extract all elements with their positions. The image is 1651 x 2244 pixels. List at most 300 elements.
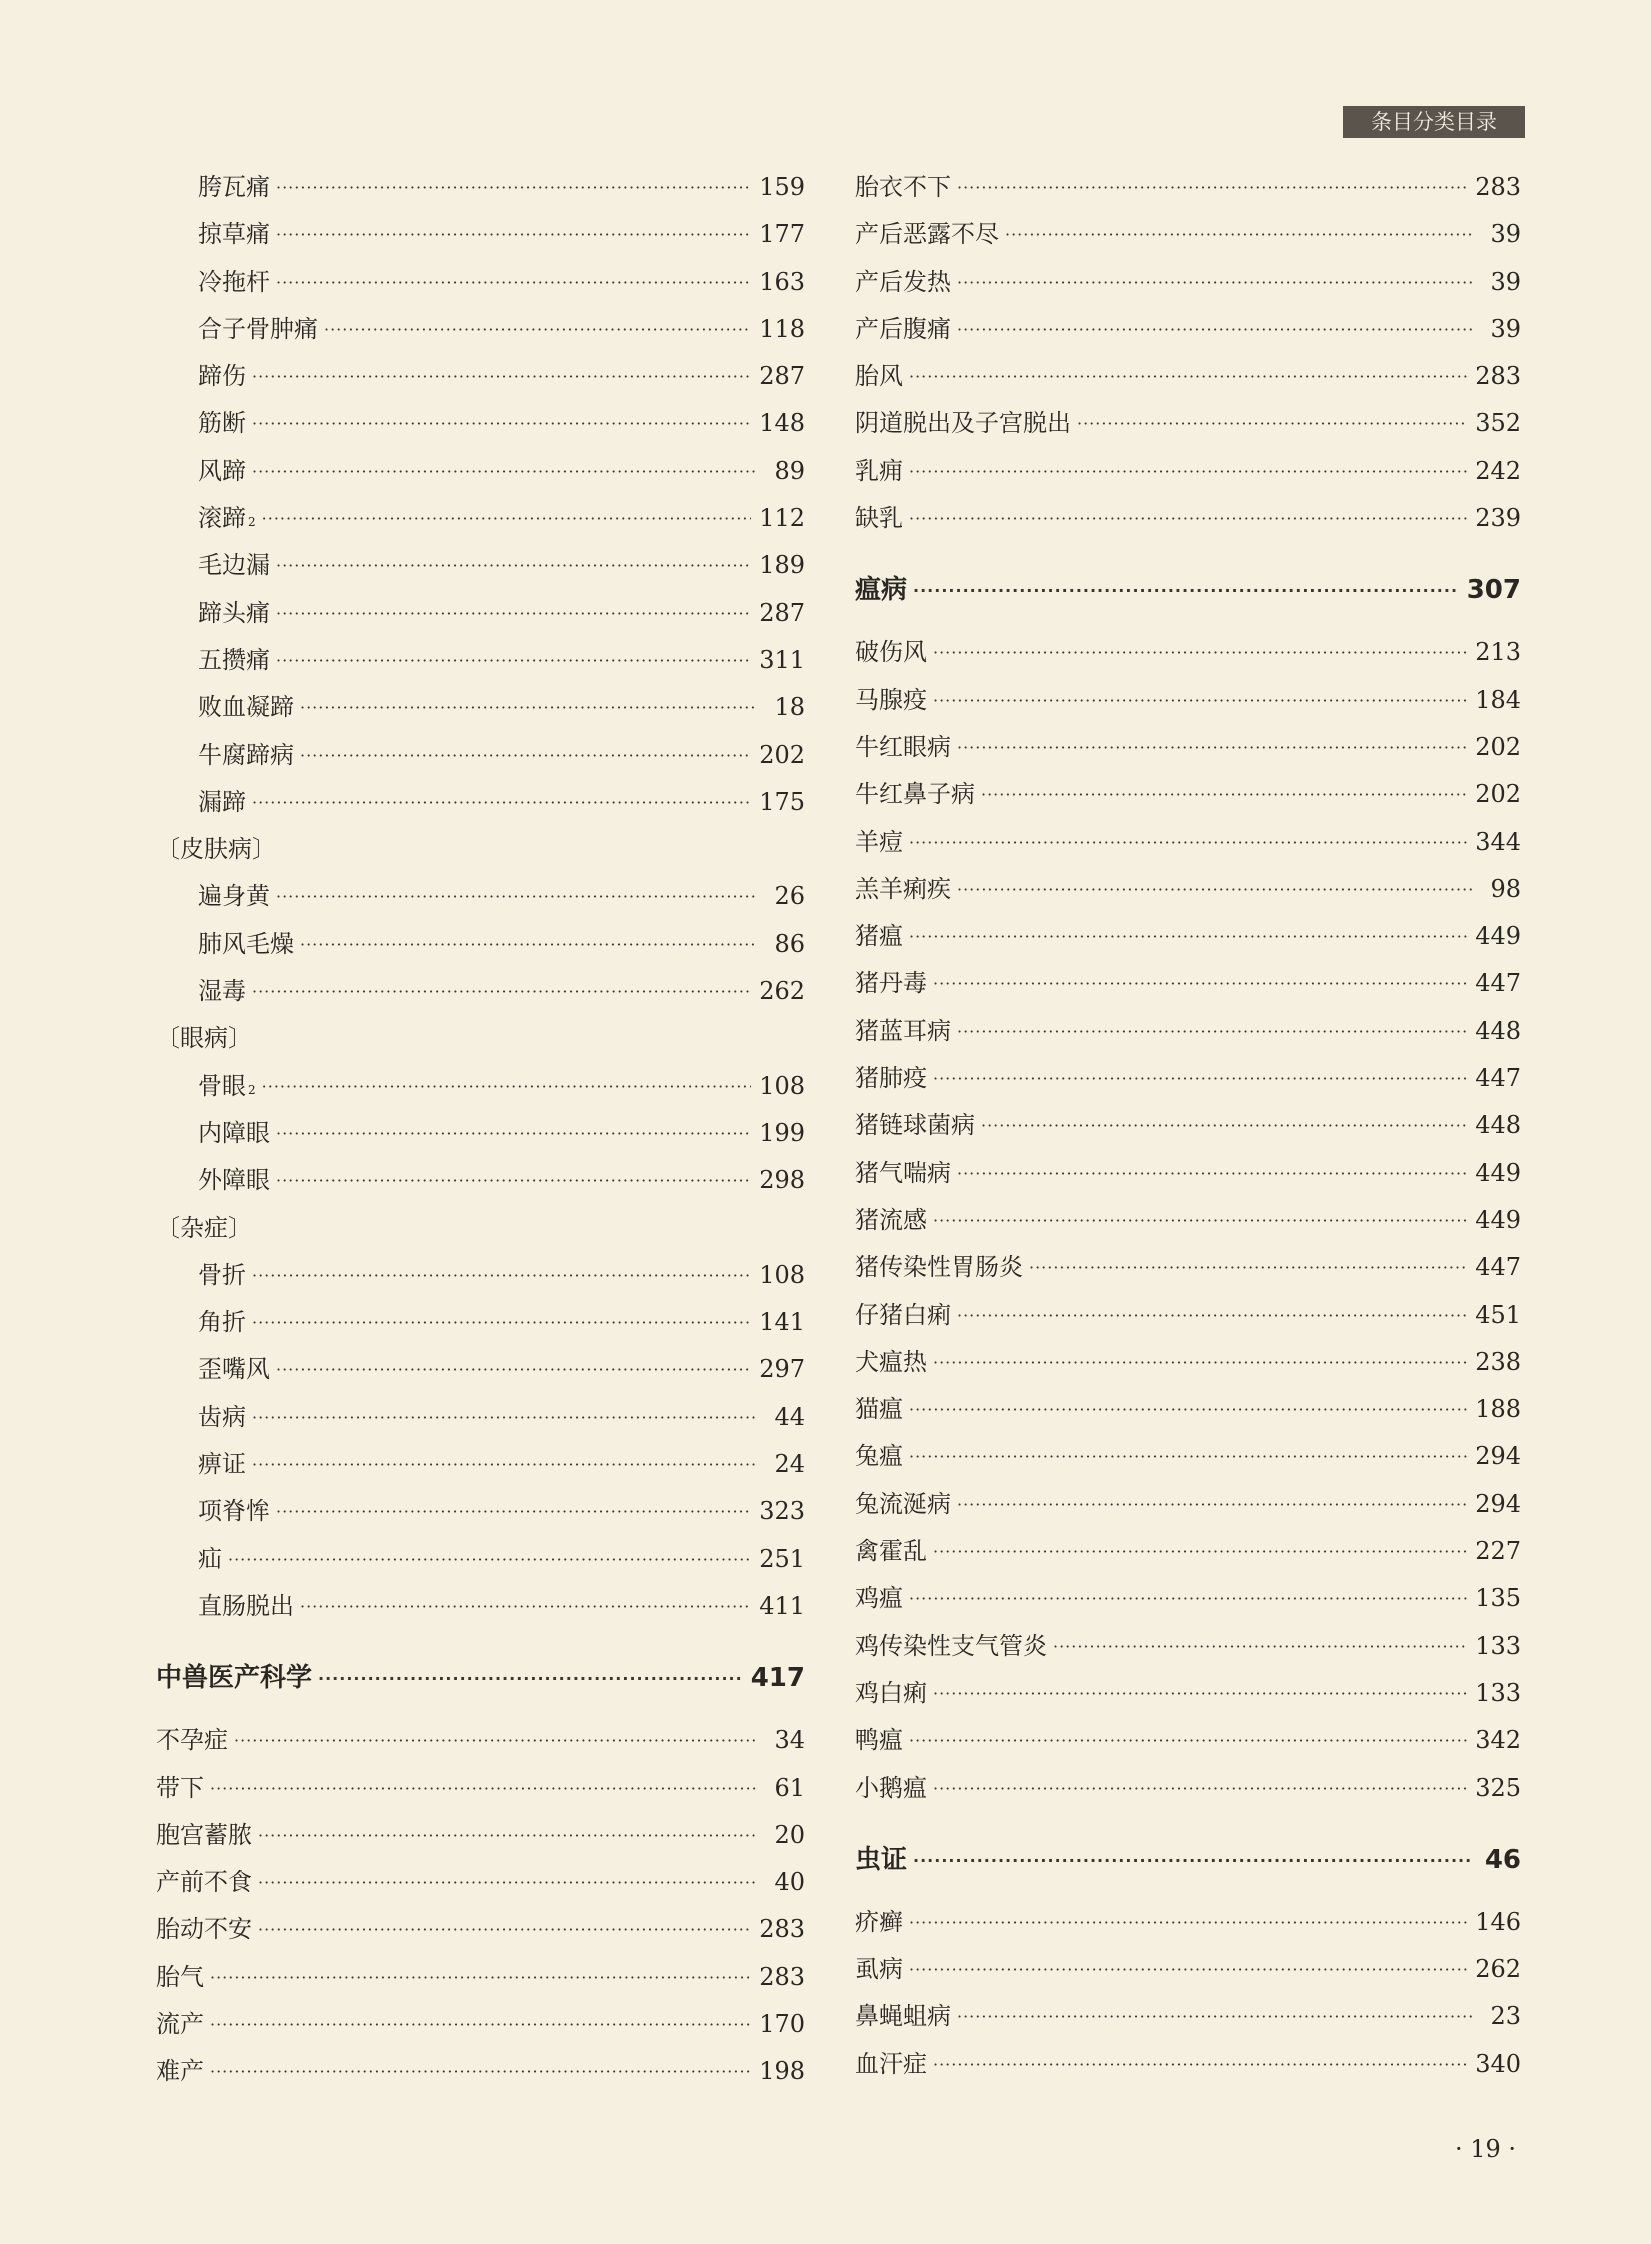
toc-page-number: 311 <box>759 645 805 674</box>
toc-entry[interactable] <box>156 306 805 353</box>
toc-page-number: 238 <box>1475 1347 1521 1376</box>
toc-entry-title: 猪丹毒 <box>855 969 927 998</box>
toc-category-label <box>156 826 805 873</box>
toc-entry-title: 毛边漏 <box>198 551 270 580</box>
dot-leader <box>276 873 757 920</box>
dot-leader <box>262 1063 752 1110</box>
toc-page-number: 227 <box>1475 1537 1521 1566</box>
toc-page-number: 202 <box>1475 780 1521 809</box>
toc-page-number: 133 <box>1475 1631 1521 1660</box>
toc-page-number: 159 <box>759 173 805 201</box>
toc-page-number: 199 <box>759 1118 805 1147</box>
toc-entry[interactable] <box>855 913 1521 960</box>
toc-page-number: 108 <box>759 1071 805 1100</box>
dot-leader <box>276 259 751 306</box>
toc-page-number: 251 <box>759 1544 805 1573</box>
toc-page-number: 118 <box>759 314 805 343</box>
toc-entry[interactable] <box>156 684 805 731</box>
dot-leader <box>933 1765 1467 1812</box>
toc-page-number: 61 <box>774 1773 805 1802</box>
toc-entry[interactable] <box>855 1575 1521 1622</box>
toc-entry[interactable] <box>156 2001 805 2048</box>
dot-leader <box>933 629 1467 676</box>
dot-leader <box>957 1292 1467 1339</box>
toc-entry[interactable] <box>156 448 805 495</box>
toc-page-number: 449 <box>1475 1205 1521 1234</box>
toc-page-number: 175 <box>759 787 805 816</box>
toc-entry-title: 阴道脱出及子宫脱出 <box>855 409 1071 438</box>
dot-leader <box>909 353 1467 400</box>
toc-entry-title: 牛红鼻子病 <box>855 780 975 809</box>
dot-leader <box>1029 1244 1467 1291</box>
toc-page-number: 135 <box>1475 1584 1521 1613</box>
dot-leader <box>252 779 751 826</box>
toc-entry-title: 中兽医产科学 <box>156 1663 313 1694</box>
toc-entry-title: 瘟病 <box>855 575 908 606</box>
toc-page-number: 239 <box>1475 504 1521 533</box>
toc-entry[interactable] <box>156 2048 805 2095</box>
toc-page-number: 451 <box>1475 1300 1521 1329</box>
toc-page-number: 46 <box>1484 1844 1521 1875</box>
toc-entry-title: 肺风毛燥 <box>198 929 294 958</box>
toc-page-number: 141 <box>759 1308 805 1337</box>
dot-leader <box>252 400 751 447</box>
dot-leader <box>933 1670 1467 1717</box>
toc-entry-title: 产后恶露不尽 <box>855 220 999 249</box>
toc-entry[interactable] <box>855 1481 1521 1528</box>
toc-page-number: 40 <box>774 1868 805 1897</box>
dot-leader <box>933 1339 1467 1386</box>
dot-leader <box>957 724 1467 771</box>
toc-entry[interactable] <box>156 211 805 258</box>
toc-page-number: 448 <box>1475 1111 1521 1140</box>
toc-entry[interactable] <box>156 164 805 211</box>
dot-leader <box>276 211 751 258</box>
toc-page-number: 34 <box>774 1726 805 1755</box>
toc-entry[interactable] <box>156 1859 805 1906</box>
toc-entry-title: 猪链球菌病 <box>855 1111 975 1140</box>
dot-leader <box>276 1157 751 1204</box>
toc-entry[interactable] <box>855 1197 1521 1244</box>
dot-leader <box>300 1583 751 1630</box>
toc-entry-title: 遍身黄 <box>198 882 270 911</box>
dot-leader <box>909 1433 1467 1480</box>
toc-entry-title: 小鹅瘟 <box>855 1773 927 1802</box>
dot-leader <box>909 913 1467 960</box>
dot-leader <box>276 590 751 637</box>
dot-leader <box>210 1954 751 2001</box>
toc-page-number: 108 <box>759 1260 805 1289</box>
toc-entry[interactable] <box>156 400 805 447</box>
toc-page-number: 39 <box>1490 220 1521 249</box>
toc-entry[interactable] <box>156 779 805 826</box>
toc-entry[interactable] <box>855 353 1521 400</box>
toc-page-number: 18 <box>774 693 805 722</box>
toc-entry[interactable] <box>855 677 1521 724</box>
toc-entry-title: 猪瘟 <box>855 922 903 951</box>
toc-entry[interactable] <box>156 1583 805 1630</box>
toc-entry-title: 项脊恈 <box>198 1497 270 1526</box>
toc-entry-title: 痹证 <box>198 1450 246 1479</box>
dot-leader <box>210 2001 751 2048</box>
toc-entry-title: 缺乳 <box>855 504 903 533</box>
toc-entry-title: 漏蹄 <box>198 787 246 816</box>
toc-entry[interactable] <box>855 211 1521 258</box>
toc-entry[interactable] <box>855 400 1521 447</box>
toc-entry[interactable] <box>156 353 805 400</box>
toc-page-number: 184 <box>1475 685 1521 714</box>
dot-leader <box>909 1717 1467 1764</box>
dot-leader <box>957 866 1473 913</box>
toc-entry-title: 猪流感 <box>855 1205 927 1234</box>
toc-entry[interactable] <box>855 1623 1521 1670</box>
toc-entry-title: 猪蓝耳病 <box>855 1016 951 1045</box>
dot-leader <box>228 1536 751 1583</box>
toc-entry[interactable] <box>855 1292 1521 1339</box>
toc-entry[interactable] <box>855 2041 1521 2088</box>
toc-entry-title: 牛红眼病 <box>855 732 951 761</box>
toc-entry[interactable] <box>156 1536 805 1583</box>
toc-page-number: 86 <box>774 929 805 958</box>
toc-entry-title: 〔眼病〕 <box>156 1024 252 1053</box>
toc-page-number: 163 <box>759 267 805 296</box>
dot-leader <box>276 1110 751 1157</box>
dot-leader <box>957 1150 1467 1197</box>
toc-entry-title: 鼻蝇蛆病 <box>855 2002 951 2031</box>
toc-entry-title: 鸡白痢 <box>855 1678 927 1707</box>
toc-entry-title: 兔瘟 <box>855 1442 903 1471</box>
toc-entry[interactable] <box>855 629 1521 676</box>
toc-page-number: 262 <box>1475 1955 1521 1984</box>
toc-section-heading[interactable] <box>156 1640 805 1717</box>
toc-page-number: 294 <box>1475 1489 1521 1518</box>
toc-entry[interactable] <box>156 1299 805 1346</box>
toc-entry-title: 虫证 <box>855 1844 908 1875</box>
toc-category-label <box>156 1015 805 1062</box>
toc-entry[interactable] <box>156 1954 805 2001</box>
dot-leader <box>933 677 1467 724</box>
toc-entry-title: 鸡传染性支气管炎 <box>855 1631 1047 1660</box>
dot-leader <box>933 1197 1467 1244</box>
toc-page-number: 170 <box>759 2009 805 2038</box>
toc-entry[interactable] <box>855 771 1521 818</box>
toc-entry-title: 疥癣 <box>855 1907 903 1936</box>
dot-leader <box>318 1640 743 1717</box>
toc-page-number: 283 <box>1475 362 1521 391</box>
toc-entry[interactable] <box>156 1394 805 1441</box>
dot-leader <box>933 1528 1467 1575</box>
dot-leader <box>957 1993 1473 2040</box>
toc-page-number: 188 <box>1475 1395 1521 1424</box>
dot-leader <box>276 637 751 684</box>
dot-leader <box>252 1299 751 1346</box>
toc-entry-title: 外障眼 <box>198 1166 270 1195</box>
dot-leader <box>300 684 757 731</box>
toc-entry-title: 不孕症 <box>156 1726 228 1755</box>
toc-page-number: 447 <box>1475 969 1521 998</box>
toc-entry-title: 猫瘟 <box>855 1395 903 1424</box>
toc-page-number: 198 <box>759 2057 805 2086</box>
dot-leader <box>909 1575 1467 1622</box>
toc-entry-title: 兔流涎病 <box>855 1489 951 1518</box>
toc-entry[interactable] <box>855 1993 1521 2040</box>
toc-entry[interactable] <box>156 1906 805 1953</box>
toc-page-number: 242 <box>1475 456 1521 485</box>
toc-page-number: 112 <box>759 504 805 533</box>
toc-entry-title: 直肠脱出 <box>198 1591 294 1620</box>
toc-left-column <box>156 164 805 2096</box>
entry-superscript: 2 <box>248 515 256 530</box>
entry-superscript: 2 <box>248 1082 256 1097</box>
toc-entry-title: 五攒痛 <box>198 645 270 674</box>
toc-entry[interactable] <box>855 1055 1521 1102</box>
toc-entry[interactable] <box>156 1812 805 1859</box>
toc-entry-title: 歪嘴风 <box>198 1355 270 1384</box>
toc-page-number: 325 <box>1475 1773 1521 1802</box>
toc-entry[interactable] <box>156 1488 805 1535</box>
toc-entry[interactable] <box>855 1528 1521 1575</box>
toc-page-number: 287 <box>759 362 805 391</box>
toc-entry-title: 胯瓦痛 <box>198 173 270 201</box>
toc-entry-title: 蹄伤 <box>198 362 246 391</box>
toc-entry-title: 流产 <box>156 2009 204 2038</box>
toc-entry[interactable] <box>156 259 805 306</box>
toc-entry[interactable] <box>156 1441 805 1488</box>
dot-leader <box>957 306 1473 353</box>
toc-page-number: 447 <box>1475 1253 1521 1282</box>
dot-leader <box>252 1394 757 1441</box>
toc-entry-title: 禽霍乱 <box>855 1537 927 1566</box>
toc-page-number: 447 <box>1475 1064 1521 1093</box>
dot-leader <box>276 164 751 211</box>
toc-page-number: 323 <box>759 1497 805 1526</box>
dot-leader <box>276 542 751 589</box>
toc-page-number: 298 <box>759 1166 805 1195</box>
toc-page-number: 411 <box>759 1591 805 1620</box>
toc-entry-title: 羔羊痢疾 <box>855 874 951 903</box>
toc-entry[interactable] <box>855 1008 1521 1055</box>
toc-entry-title: 蹄头痛 <box>198 598 270 627</box>
toc-entry-title: 猪传染性胃肠炎 <box>855 1253 1023 1282</box>
dot-leader <box>981 1102 1467 1149</box>
toc-right-column <box>855 164 1521 2088</box>
toc-entry[interactable] <box>855 448 1521 495</box>
toc-page-number: 449 <box>1475 922 1521 951</box>
toc-entry[interactable] <box>855 1670 1521 1717</box>
toc-page-number: 342 <box>1475 1726 1521 1755</box>
toc-entry-title: 血汗症 <box>855 2049 927 2078</box>
toc-entry[interactable] <box>156 873 805 920</box>
toc-entry[interactable] <box>156 637 805 684</box>
dot-leader <box>909 819 1467 866</box>
dot-leader <box>981 771 1467 818</box>
dot-leader <box>252 353 751 400</box>
toc-page-number: 202 <box>759 740 805 769</box>
toc-entry-title: 破伤风 <box>855 638 927 667</box>
toc-page-number: 213 <box>1475 638 1521 667</box>
toc-entry[interactable] <box>855 1244 1521 1291</box>
toc-entry[interactable] <box>855 1765 1521 1812</box>
dot-leader <box>276 1346 751 1393</box>
toc-entry[interactable] <box>156 1063 805 1110</box>
toc-page-number: 39 <box>1490 314 1521 343</box>
dot-leader <box>300 921 757 968</box>
toc-entry[interactable] <box>855 259 1521 306</box>
toc-entry-title: 产后发热 <box>855 267 951 296</box>
dot-leader <box>957 1008 1467 1055</box>
toc-page-number: 98 <box>1490 874 1521 903</box>
toc-entry[interactable] <box>156 968 805 1015</box>
toc-entry[interactable] <box>156 732 805 779</box>
dot-leader <box>234 1717 757 1764</box>
toc-entry[interactable] <box>855 1899 1521 1946</box>
toc-entry[interactable] <box>855 1150 1521 1197</box>
toc-entry-title: 产后腹痛 <box>855 314 951 343</box>
toc-entry-title: 犬瘟热 <box>855 1347 927 1376</box>
toc-entry[interactable] <box>855 819 1521 866</box>
toc-entry[interactable] <box>855 1433 1521 1480</box>
toc-entry[interactable] <box>855 164 1521 211</box>
toc-entry[interactable] <box>156 542 805 589</box>
toc-entry-title: 骨眼 <box>198 1071 246 1100</box>
toc-page-number: 148 <box>759 409 805 438</box>
toc-category-label <box>156 1205 805 1252</box>
dot-leader <box>909 1899 1467 1946</box>
dot-leader <box>933 960 1467 1007</box>
toc-entry[interactable] <box>156 1717 805 1764</box>
toc-entry[interactable] <box>855 724 1521 771</box>
toc-page-number: 26 <box>774 882 805 911</box>
dot-leader <box>252 968 751 1015</box>
toc-page-number: 307 <box>1466 575 1521 606</box>
toc-entry-title: 角折 <box>198 1308 246 1337</box>
toc-entry-title: 仔猪白痢 <box>855 1300 951 1329</box>
toc-section-heading[interactable] <box>855 1822 1521 1899</box>
toc-entry[interactable] <box>156 1252 805 1299</box>
toc-entry[interactable] <box>855 1946 1521 1993</box>
toc-entry-title: 虱病 <box>855 1955 903 1984</box>
dot-leader <box>262 495 752 542</box>
section-header-tag: 条目分类目录 <box>1343 106 1525 138</box>
toc-page-number: 189 <box>759 551 805 580</box>
toc-page-number: 448 <box>1475 1016 1521 1045</box>
toc-page-number: 44 <box>774 1402 805 1431</box>
toc-entry-title: 猪气喘病 <box>855 1158 951 1187</box>
dot-leader <box>957 164 1467 211</box>
toc-entry[interactable] <box>855 1717 1521 1764</box>
toc-page-number: 146 <box>1475 1907 1521 1936</box>
toc-page-number: 89 <box>774 456 805 485</box>
toc-entry[interactable] <box>156 590 805 637</box>
toc-section-heading[interactable] <box>855 552 1521 629</box>
toc-entry[interactable] <box>156 1765 805 1812</box>
toc-page-number: 20 <box>774 1820 805 1849</box>
dot-leader <box>909 1386 1467 1433</box>
toc-page-number: 283 <box>1475 173 1521 201</box>
dot-leader <box>909 448 1467 495</box>
toc-entry-title: 难产 <box>156 2057 204 2086</box>
dot-leader <box>957 259 1473 306</box>
toc-entry[interactable] <box>855 306 1521 353</box>
toc-entry[interactable] <box>156 1110 805 1157</box>
dot-leader <box>324 306 751 353</box>
dot-leader <box>258 1859 757 1906</box>
toc-entry-title: 胎动不安 <box>156 1915 252 1944</box>
toc-entry-title: 冷拖杆 <box>198 267 270 296</box>
toc-entry-title: 胎风 <box>855 362 903 391</box>
toc-page-number: 344 <box>1475 827 1521 856</box>
dot-leader <box>210 2048 751 2095</box>
toc-entry-title: 湿毒 <box>198 977 246 1006</box>
toc-entry[interactable] <box>156 1346 805 1393</box>
toc-page-number: 294 <box>1475 1442 1521 1471</box>
dot-leader <box>258 1812 757 1859</box>
toc-entry-title: 猪肺疫 <box>855 1064 927 1093</box>
dot-leader <box>913 552 1459 629</box>
toc-entry[interactable] <box>156 1157 805 1204</box>
toc-page-number: 287 <box>759 598 805 627</box>
toc-entry-title: 产前不食 <box>156 1868 252 1897</box>
dot-leader <box>210 1765 757 1812</box>
toc-entry-title: 骨折 <box>198 1260 246 1289</box>
toc-entry[interactable] <box>855 960 1521 1007</box>
toc-entry[interactable] <box>855 1102 1521 1149</box>
toc-entry[interactable] <box>855 1339 1521 1386</box>
toc-entry-title: 羊痘 <box>855 827 903 856</box>
toc-entry[interactable] <box>855 866 1521 913</box>
toc-page-number: 283 <box>759 1915 805 1944</box>
toc-entry-title: 鸡瘟 <box>855 1584 903 1613</box>
toc-entry-title: 牛腐蹄病 <box>198 740 294 769</box>
toc-page-number: 39 <box>1490 267 1521 296</box>
dot-leader <box>909 1946 1467 1993</box>
toc-page-number: 23 <box>1490 2002 1521 2031</box>
toc-entry-title: 败血凝蹄 <box>198 693 294 722</box>
dot-leader <box>252 1441 757 1488</box>
dot-leader <box>1077 400 1467 447</box>
toc-page-number: 352 <box>1475 409 1521 438</box>
dot-leader <box>1053 1623 1467 1670</box>
dot-leader <box>252 1252 751 1299</box>
toc-entry-title: 鸭瘟 <box>855 1726 903 1755</box>
toc-entry[interactable] <box>855 1386 1521 1433</box>
toc-entry-title: 带下 <box>156 1773 204 1802</box>
dot-leader <box>913 1822 1473 1899</box>
toc-entry-title: 内障眼 <box>198 1118 270 1147</box>
toc-page-number: 202 <box>1475 732 1521 761</box>
toc-page-number: 449 <box>1475 1158 1521 1187</box>
dot-leader <box>909 495 1467 542</box>
dot-leader <box>258 1906 751 1953</box>
toc-entry-title: 胞宫蓄脓 <box>156 1820 252 1849</box>
toc-entry[interactable] <box>156 921 805 968</box>
toc-page-number: 340 <box>1475 2049 1521 2078</box>
dot-leader <box>957 1481 1467 1528</box>
page-number: · 19 · <box>1455 2135 1517 2163</box>
dot-leader <box>300 732 751 779</box>
toc-page-number: 177 <box>759 220 805 249</box>
toc-entry-title: 齿病 <box>198 1402 246 1431</box>
toc-entry-title: 乳痈 <box>855 456 903 485</box>
toc-page-number: 24 <box>774 1450 805 1479</box>
dot-leader <box>1005 211 1473 258</box>
toc-entry[interactable] <box>156 495 805 542</box>
toc-entry-title: 胎气 <box>156 1962 204 1991</box>
dot-leader <box>252 448 757 495</box>
dot-leader <box>276 1488 751 1535</box>
dot-leader <box>933 1055 1467 1102</box>
toc-entry[interactable] <box>855 495 1521 542</box>
